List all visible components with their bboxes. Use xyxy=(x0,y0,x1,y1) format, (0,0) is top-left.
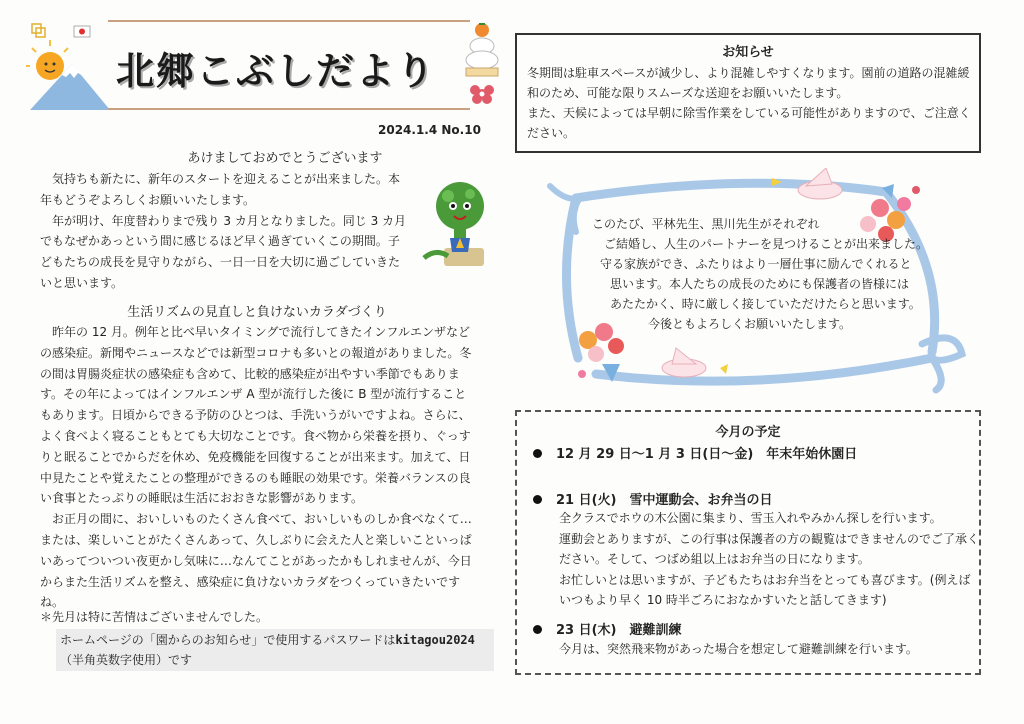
wedding-line: このたび、平林先生、黒川先生がそれぞれ xyxy=(592,217,820,231)
wedding-line: ご結婚し、人生のパートナーを見つけることが出来ました。 xyxy=(604,237,929,251)
event-title-text: 23 日(木) 避難訓練 xyxy=(556,623,682,638)
event-title xyxy=(533,489,773,508)
schedule-box xyxy=(515,410,981,675)
notice-title: お知らせ xyxy=(722,45,774,60)
sun-icon xyxy=(26,40,68,80)
wedding-message xyxy=(592,214,929,334)
bullet-icon xyxy=(533,625,542,634)
notice-paragraph: また、天候によっては早朝に除雪作業をしている可能性がありますので、ご注意ください。 xyxy=(527,106,971,140)
greeting-paragraph: 気持ちも新たに、新年のスタートを迎えることが出来ました。本年もどうぞよろしくお願いいたします。 xyxy=(40,172,401,207)
plum-flower-icon xyxy=(470,85,494,104)
event-title xyxy=(533,619,682,638)
rhythm-paragraph: 昨年の 12 月。例年と比べ早いタイミングで流行してきたインフルエンザなどの感染症。新聞やニュースなどでは新型コロナも多いとの報道がありました。冬の間は胃腸炎症状の感染症も含めて、比較的感染症が出やすい季節でもあります。その年によってはインフルエンザ A 型が流行した後に B 型が流行することもあります。日頃からできる予防のひとつは、手洗いうがいですよね。さらに、よく食べよく寝ることもとても大切なことです。食べ物から栄養を摂り、ぐっすりと眠ることでからだを休め、免疫機能を回復することが出来ます。加えて、日中見たことや覚えたことの整理ができるのも睡眠の効果です。栄養バランスの良い食事とたっぷりの睡眠は生活におおきな影響があります。 xyxy=(40,325,472,506)
password-suffix: （半角英数字使用）です xyxy=(60,653,193,667)
kagami-mochi-illustration xyxy=(458,18,506,110)
issue-number: 2024.1.4 No.10 xyxy=(378,123,481,137)
greeting-paragraph: 年が明け、年度替わりまで残り 3 カ月となりました。同じ 3 カ月でもなぜかあっという間に感じるほど早く過ぎていくこの期間。子どもたちの成長を見守りながら、一日一日を大切に過ごしていきたいと思います。 xyxy=(40,213,407,290)
bullet-icon xyxy=(533,449,542,458)
square-deco-icon xyxy=(32,24,45,37)
dove-icon xyxy=(662,348,728,377)
event-body xyxy=(559,639,979,660)
mochi-icon xyxy=(466,23,498,76)
fuji-sunrise-illustration xyxy=(26,22,110,114)
newsletter-title: 北郷こぶしだより xyxy=(116,49,437,93)
wedding-line: あたたかく、時に厳しく接していただけたらと思います。 xyxy=(610,297,921,311)
snake-icon xyxy=(424,182,484,266)
rhythm-heading: 生活リズムの見直しと負けないカラダづくり xyxy=(127,305,387,320)
password-notice xyxy=(56,629,494,671)
complaint-note: ＊先月は特に苦情はございませんでした。 xyxy=(40,610,269,624)
rhythm-body xyxy=(40,322,476,613)
schedule-title: 今月の予定 xyxy=(715,425,781,440)
greeting-body xyxy=(40,169,410,294)
greeting-heading: あけましておめでとうございます xyxy=(187,151,383,166)
event-paragraph: 全クラスでホウの木公園に集まり、雪玉入れやみかん探しを行います。 xyxy=(559,511,942,525)
event-title-text: 12 月 29 日～1 月 3 日(日～金) 年末年始休園日 xyxy=(556,447,858,462)
wedding-line: 今後ともよろしくお願いいたします。 xyxy=(648,317,852,331)
flag-icon xyxy=(74,26,90,37)
password-prefix: ホームページの「園からのお知らせ」で使用するパスワードは xyxy=(60,633,396,647)
event-title xyxy=(533,443,857,462)
bullet-icon xyxy=(533,495,542,504)
event-title-text: 21 日(火) 雪中運動会、お弁当の日 xyxy=(556,493,773,508)
snake-tree-illustration xyxy=(420,178,500,274)
wedding-line: 守る家族ができ、ふたりはより一層仕事に励んでくれると xyxy=(600,257,912,271)
event-body xyxy=(559,508,979,611)
password-value: kitagou2024 xyxy=(395,633,475,647)
event-paragraph: お忙しいとは思いますが、子どもたちはお弁当をとっても喜びます。(例えばいつもより早く 10 時半ごろにおなかすいたと話してきます) xyxy=(559,572,971,607)
rhythm-paragraph: お正月の間に、おいしいものたくさん食べて、おいしいものしか食べなくて…または、楽しいことがたくさんあって、久しぶりに会えた人と楽しいこといっぱいあってついつい夜更かし気味に…なんてことがあったかもしれませんが、今日からまた生活リズムを整え、感染症に負けないカラダをつくっていきたいですね。 xyxy=(40,512,472,610)
notice-box xyxy=(515,33,981,153)
event-paragraph: 今月は、突然飛来物があった場合を想定して避難訓練を行います。 xyxy=(559,642,918,656)
notice-body xyxy=(527,63,977,143)
wedding-line: 思います。本人たちの成長のためにも保護者の皆様には xyxy=(610,277,910,291)
event-paragraph: 運動会とありますが、この行事は保護者の方の観覧はできませんのでご了承ください。そして、つばめ組以上はお弁当の日になります。 xyxy=(559,531,980,566)
notice-paragraph: 冬期間は駐車スペースが減少し、より混雑しやすくなります。園前の道路の混雑緩和のため、可能な限りスムーズな送迎をお願いいたします。 xyxy=(527,66,970,100)
